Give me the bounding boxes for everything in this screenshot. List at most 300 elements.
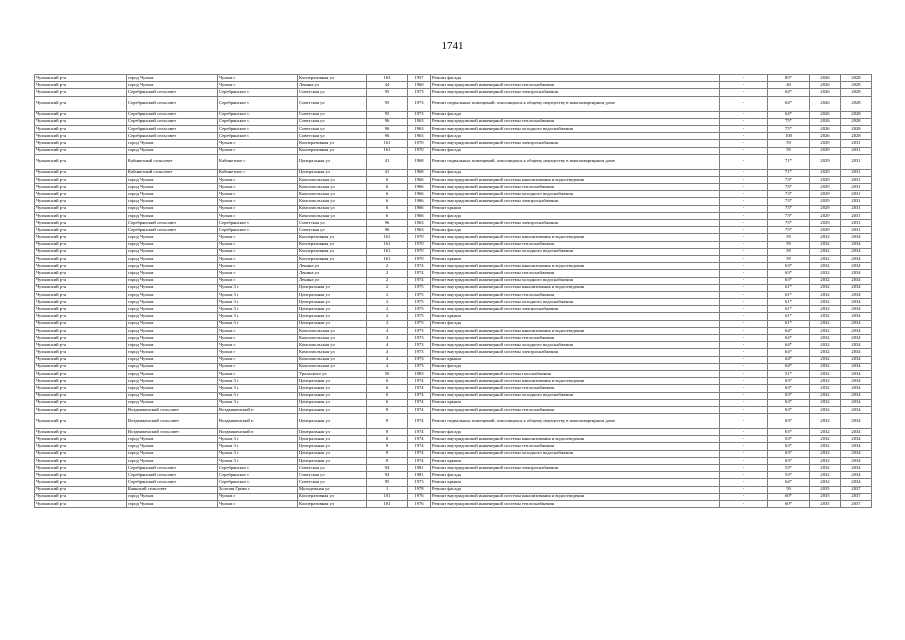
blank-mark-cell: - bbox=[720, 465, 768, 472]
settlement-cell: Золотая Грива с bbox=[218, 486, 298, 493]
blank-mark-cell: - bbox=[720, 118, 768, 125]
table-row bbox=[35, 176, 872, 183]
street-cell: Кооперативная ул bbox=[298, 500, 367, 507]
blank-mark-cell: - bbox=[720, 227, 768, 234]
blank-mark-cell: - bbox=[720, 140, 768, 147]
settlement-cell: Чулым 3 г bbox=[218, 320, 298, 327]
municipality-cell: город Чулым bbox=[127, 500, 218, 507]
street-cell: Советская ул bbox=[298, 96, 367, 111]
period-end-cell: 2034 bbox=[841, 234, 872, 241]
wear-percent-cell: 75* bbox=[768, 125, 810, 132]
work-type-cell: Ремонт крыши bbox=[431, 479, 720, 486]
build-year-cell: 1970 bbox=[408, 241, 431, 248]
build-year-cell: 1963 bbox=[408, 227, 431, 234]
house-number-cell: 8 bbox=[367, 457, 408, 464]
municipality-cell: Серебрянский сельсовет bbox=[127, 89, 218, 96]
period-end-cell: 2034 bbox=[841, 284, 872, 291]
street-cell: Советская ул bbox=[298, 118, 367, 125]
build-year-cell: 1970 bbox=[408, 234, 431, 241]
house-number-cell: 8 bbox=[367, 406, 408, 413]
build-year-cell: 1966 bbox=[408, 198, 431, 205]
blank-mark-cell: - bbox=[720, 392, 768, 399]
table-row bbox=[35, 255, 872, 262]
table-row bbox=[35, 486, 872, 493]
table-row bbox=[35, 154, 872, 169]
period-start-cell: 2032 bbox=[810, 392, 841, 399]
work-type-cell: Ремонт внутридомовой инженерной системы холодного водоснабжения bbox=[431, 392, 720, 399]
period-end-cell: 2034 bbox=[841, 327, 872, 334]
settlement-cell: Серебрянское с bbox=[218, 125, 298, 132]
wear-percent-cell: 63* bbox=[768, 263, 810, 270]
period-start-cell: 2026 bbox=[810, 82, 841, 89]
period-end-cell: 2034 bbox=[841, 342, 872, 349]
settlement-cell: Чулым г bbox=[218, 493, 298, 500]
wear-percent-cell: 63* bbox=[768, 399, 810, 406]
municipality-cell: город Чулым bbox=[127, 363, 218, 370]
period-end-cell: 2034 bbox=[841, 429, 872, 436]
blank-mark-cell: - bbox=[720, 306, 768, 313]
build-year-cell: 1976 bbox=[408, 500, 431, 507]
period-start-cell: 2032 bbox=[810, 378, 841, 385]
district-cell: Чулымский р-н bbox=[35, 212, 127, 219]
municipality-cell: город Чулым bbox=[127, 191, 218, 198]
street-cell: Уральского ул bbox=[298, 370, 367, 377]
blank-mark-cell: - bbox=[720, 414, 768, 429]
work-type-cell: Ремонт фасада bbox=[431, 429, 720, 436]
wear-percent-cell: 73* bbox=[768, 212, 810, 219]
work-type-cell: Ремонт внутридомовой инженерной системы теплоснабжения bbox=[431, 270, 720, 277]
house-number-cell: 96 bbox=[367, 227, 408, 234]
house-number-cell: 161 bbox=[367, 248, 408, 255]
settlement-cell: Чулым г bbox=[218, 248, 298, 255]
house-number-cell: 163 bbox=[367, 75, 408, 82]
street-cell: Советская ул bbox=[298, 89, 367, 96]
wear-percent-cell: 59 bbox=[768, 486, 810, 493]
wear-percent-cell: 75* bbox=[768, 227, 810, 234]
wear-percent-cell: 63* bbox=[768, 277, 810, 284]
build-year-cell: 1974 bbox=[408, 392, 431, 399]
period-end-cell: 2031 bbox=[841, 212, 872, 219]
period-start-cell: 2032 bbox=[810, 465, 841, 472]
wear-percent-cell: 71* bbox=[768, 154, 810, 169]
municipality-cell: город Чулым bbox=[127, 385, 218, 392]
blank-mark-cell: - bbox=[720, 241, 768, 248]
wear-percent-cell: 71* bbox=[768, 169, 810, 176]
blank-mark-cell: - bbox=[720, 255, 768, 262]
blank-mark-cell: - bbox=[720, 436, 768, 443]
period-start-cell: 2032 bbox=[810, 241, 841, 248]
house-number-cell: 96 bbox=[367, 133, 408, 140]
municipality-cell: город Чулым bbox=[127, 392, 218, 399]
street-cell: Центральная ул bbox=[298, 378, 367, 385]
district-cell: Чулымский р-н bbox=[35, 270, 127, 277]
period-end-cell: 2037 bbox=[841, 500, 872, 507]
period-end-cell: 2034 bbox=[841, 465, 872, 472]
period-start-cell: 2026 bbox=[810, 111, 841, 118]
blank-mark-cell: - bbox=[720, 82, 768, 89]
period-start-cell: 2032 bbox=[810, 414, 841, 429]
blank-mark-cell: - bbox=[720, 154, 768, 169]
period-start-cell: 2032 bbox=[810, 443, 841, 450]
district-cell: Чулымский р-н bbox=[35, 299, 127, 306]
period-start-cell: 2029 bbox=[810, 147, 841, 154]
page-number: 1741 bbox=[441, 40, 464, 52]
street-cell: Кооперативная ул bbox=[298, 140, 367, 147]
municipality-cell: город Чулым bbox=[127, 450, 218, 457]
district-cell: Чулымский р-н bbox=[35, 111, 127, 118]
work-type-cell: Ремонт внутридомовой инженерной системы холодного водоснабжения bbox=[431, 342, 720, 349]
period-end-cell: 2028 bbox=[841, 133, 872, 140]
municipality-cell: город Чулым bbox=[127, 370, 218, 377]
build-year-cell: 1973 bbox=[408, 342, 431, 349]
blank-mark-cell: - bbox=[720, 284, 768, 291]
blank-mark-cell: - bbox=[720, 198, 768, 205]
period-end-cell: 2034 bbox=[841, 414, 872, 429]
house-number-cell: 41 bbox=[367, 169, 408, 176]
district-cell: Чулымский р-н bbox=[35, 176, 127, 183]
municipality-cell: город Чулым bbox=[127, 335, 218, 342]
period-start-cell: 2026 bbox=[810, 133, 841, 140]
house-number-cell: 96 bbox=[367, 125, 408, 132]
street-cell: Советская ул bbox=[298, 133, 367, 140]
wear-percent-cell: 51* bbox=[768, 370, 810, 377]
table-row bbox=[35, 392, 872, 399]
wear-percent-cell: 53* bbox=[768, 465, 810, 472]
district-cell: Чулымский р-н bbox=[35, 429, 127, 436]
blank-mark-cell: - bbox=[720, 349, 768, 356]
work-type-cell: Ремонт фасада bbox=[431, 147, 720, 154]
period-end-cell: 2037 bbox=[841, 486, 872, 493]
work-type-cell: Ремонт внутридомовой инженерной системы холодного водоснабжения bbox=[431, 277, 720, 284]
blank-mark-cell: - bbox=[720, 125, 768, 132]
district-cell: Чулымский р-н bbox=[35, 220, 127, 227]
house-number-cell: 95 bbox=[367, 96, 408, 111]
settlement-cell: Чулым г bbox=[218, 75, 298, 82]
build-year-cell: 1966 bbox=[408, 176, 431, 183]
street-cell: Ленина ул bbox=[298, 263, 367, 270]
build-year-cell: 1975 bbox=[408, 320, 431, 327]
street-cell: Центральная ул bbox=[298, 443, 367, 450]
blank-mark-cell: - bbox=[720, 363, 768, 370]
settlement-cell: Чулым 3 г bbox=[218, 378, 298, 385]
work-type-cell: Ремонт внутридомовой инженерной системы электроснабжения bbox=[431, 198, 720, 205]
blank-mark-cell: - bbox=[720, 169, 768, 176]
table-row bbox=[35, 436, 872, 443]
build-year-cell: 1974 bbox=[408, 457, 431, 464]
period-start-cell: 2032 bbox=[810, 263, 841, 270]
build-year-cell: 1973 bbox=[408, 363, 431, 370]
blank-mark-cell: - bbox=[720, 147, 768, 154]
settlement-cell: Чулым г bbox=[218, 335, 298, 342]
street-cell: Центральная ул bbox=[298, 385, 367, 392]
table-row bbox=[35, 191, 872, 198]
table-row bbox=[35, 500, 872, 507]
build-year-cell: 1963 bbox=[408, 220, 431, 227]
blank-mark-cell: - bbox=[720, 248, 768, 255]
table-row bbox=[35, 291, 872, 298]
work-type-cell: Ремонт крыши bbox=[431, 205, 720, 212]
period-start-cell: 2032 bbox=[810, 406, 841, 413]
table-row bbox=[35, 111, 872, 118]
blank-mark-cell: - bbox=[720, 450, 768, 457]
street-cell: Кооперативная ул bbox=[298, 255, 367, 262]
period-start-cell: 2032 bbox=[810, 342, 841, 349]
wear-percent-cell: 40 bbox=[768, 82, 810, 89]
municipality-cell: Серебрянский сельсовет bbox=[127, 472, 218, 479]
wear-percent-cell: 63* bbox=[768, 414, 810, 429]
work-type-cell: Ремонт внутридомовой инженерной системы теплоснабжения bbox=[431, 184, 720, 191]
settlement-cell: Чулым 3 г bbox=[218, 436, 298, 443]
district-cell: Чулымский р-н bbox=[35, 234, 127, 241]
blank-mark-cell: - bbox=[720, 370, 768, 377]
period-end-cell: 2028 bbox=[841, 96, 872, 111]
street-cell: Центральная ул bbox=[298, 154, 367, 169]
municipality-cell: город Чулым bbox=[127, 284, 218, 291]
district-cell: Чулымский р-н bbox=[35, 486, 127, 493]
street-cell: Центральная ул bbox=[298, 299, 367, 306]
table-row bbox=[35, 457, 872, 464]
work-type-cell: Ремонт фасада bbox=[431, 169, 720, 176]
settlement-cell: Воздвиженский п bbox=[218, 406, 298, 413]
period-end-cell: 2031 bbox=[841, 140, 872, 147]
street-cell: Комсомольская ул bbox=[298, 327, 367, 334]
settlement-cell: Чулым г bbox=[218, 370, 298, 377]
district-cell: Чулымский р-н bbox=[35, 147, 127, 154]
wear-percent-cell: 75* bbox=[768, 220, 810, 227]
street-cell: Кооперативная ул bbox=[298, 234, 367, 241]
house-number-cell: 2 bbox=[367, 306, 408, 313]
settlement-cell: Чулым 3 г bbox=[218, 291, 298, 298]
street-cell: Советская ул bbox=[298, 220, 367, 227]
blank-mark-cell: - bbox=[720, 205, 768, 212]
period-end-cell: 2034 bbox=[841, 313, 872, 320]
settlement-cell: Чулым г bbox=[218, 176, 298, 183]
house-number-cell: 8 bbox=[367, 443, 408, 450]
wear-percent-cell: 63* bbox=[768, 392, 810, 399]
period-end-cell: 2031 bbox=[841, 176, 872, 183]
table-row bbox=[35, 234, 872, 241]
period-end-cell: 2028 bbox=[841, 75, 872, 82]
house-number-cell: 4 bbox=[367, 356, 408, 363]
municipality-cell: город Чулым bbox=[127, 241, 218, 248]
district-cell: Чулымский р-н bbox=[35, 472, 127, 479]
street-cell: Центральная ул bbox=[298, 306, 367, 313]
wear-percent-cell: 85* bbox=[768, 75, 810, 82]
district-cell: Чулымский р-н bbox=[35, 184, 127, 191]
period-end-cell: 2031 bbox=[841, 205, 872, 212]
street-cell: Центральная ул bbox=[298, 406, 367, 413]
table-row bbox=[35, 385, 872, 392]
municipality-cell: Воздвиженский сельсовет bbox=[127, 429, 218, 436]
house-number-cell: 4 bbox=[367, 335, 408, 342]
wear-percent-cell: 59 bbox=[768, 234, 810, 241]
build-year-cell: 1975 bbox=[408, 291, 431, 298]
settlement-cell: Чулым 3 г bbox=[218, 299, 298, 306]
settlement-cell: Чулым г bbox=[218, 356, 298, 363]
work-type-cell: Ремонт внутридомовой инженерной системы теплоснабжения bbox=[431, 385, 720, 392]
period-end-cell: 2034 bbox=[841, 241, 872, 248]
municipality-cell: Серебрянский сельсовет bbox=[127, 96, 218, 111]
wear-percent-cell: 75* bbox=[768, 118, 810, 125]
blank-mark-cell: - bbox=[720, 457, 768, 464]
period-start-cell: 2026 bbox=[810, 125, 841, 132]
blank-mark-cell: - bbox=[720, 263, 768, 270]
district-cell: Чулымский р-н bbox=[35, 248, 127, 255]
municipality-cell: Воздвиженский сельсовет bbox=[127, 406, 218, 413]
settlement-cell: Чулым г bbox=[218, 212, 298, 219]
district-cell: Чулымский р-н bbox=[35, 392, 127, 399]
settlement-cell: Серебрянское с bbox=[218, 111, 298, 118]
district-cell: Чулымский р-н bbox=[35, 479, 127, 486]
period-start-cell: 2032 bbox=[810, 270, 841, 277]
municipality-cell: Серебрянский сельсовет bbox=[127, 479, 218, 486]
work-type-cell: Ремонт внутридомовой инженерной системы канализования и водоотведения bbox=[431, 327, 720, 334]
period-end-cell: 2034 bbox=[841, 291, 872, 298]
work-type-cell: Ремонт фасада bbox=[431, 472, 720, 479]
municipality-cell: Серебрянский сельсовет bbox=[127, 125, 218, 132]
build-year-cell: 1973 bbox=[408, 349, 431, 356]
build-year-cell: 1974 bbox=[408, 263, 431, 270]
street-cell: Советская ул bbox=[298, 472, 367, 479]
district-cell: Чулымский р-н bbox=[35, 363, 127, 370]
period-start-cell: 2032 bbox=[810, 335, 841, 342]
build-year-cell: 1975 bbox=[408, 284, 431, 291]
house-number-cell: 96 bbox=[367, 118, 408, 125]
settlement-cell: Чулым г bbox=[218, 234, 298, 241]
house-number-cell: 96 bbox=[367, 220, 408, 227]
wear-percent-cell: 64* bbox=[768, 349, 810, 356]
settlement-cell: Чулым г bbox=[218, 270, 298, 277]
district-cell: Чулымский р-н bbox=[35, 493, 127, 500]
table-row bbox=[35, 205, 872, 212]
period-end-cell: 2034 bbox=[841, 277, 872, 284]
period-start-cell: 2032 bbox=[810, 349, 841, 356]
district-cell: Чулымский р-н bbox=[35, 255, 127, 262]
district-cell: Чулымский р-н bbox=[35, 191, 127, 198]
work-type-cell: Ремонт фасада bbox=[431, 363, 720, 370]
wear-percent-cell: 63* bbox=[768, 450, 810, 457]
settlement-cell: Чулым 3 г bbox=[218, 392, 298, 399]
district-cell: Чулымский р-н bbox=[35, 414, 127, 429]
house-number-cell: 6 bbox=[367, 205, 408, 212]
build-year-cell: 1974 bbox=[408, 270, 431, 277]
blank-mark-cell: - bbox=[720, 500, 768, 507]
municipality-cell: город Чулым bbox=[127, 306, 218, 313]
table-row bbox=[35, 370, 872, 377]
table-row bbox=[35, 356, 872, 363]
municipality-cell: город Чулым bbox=[127, 234, 218, 241]
build-year-cell: 1974 bbox=[408, 429, 431, 436]
street-cell: Центральная ул bbox=[298, 399, 367, 406]
wear-percent-cell: 100 bbox=[768, 133, 810, 140]
build-year-cell: 1966 bbox=[408, 212, 431, 219]
street-cell: Комсомольская ул bbox=[298, 176, 367, 183]
settlement-cell: Чулым 3 г bbox=[218, 443, 298, 450]
blank-mark-cell: - bbox=[720, 133, 768, 140]
table-row bbox=[35, 212, 872, 219]
work-type-cell: Ремонт внутридомовой инженерной системы теплоснабжения bbox=[431, 241, 720, 248]
period-end-cell: 2031 bbox=[841, 220, 872, 227]
district-cell: Чулымский р-н bbox=[35, 277, 127, 284]
work-type-cell: Ремонт фасада bbox=[431, 320, 720, 327]
work-type-cell: Ремонт внутридомовой инженерной системы электроснабжения bbox=[431, 306, 720, 313]
work-type-cell: Ремонт внутридомовой инженерной системы теплоснабжения bbox=[431, 82, 720, 89]
period-end-cell: 2028 bbox=[841, 118, 872, 125]
period-end-cell: 2034 bbox=[841, 248, 872, 255]
period-start-cell: 2032 bbox=[810, 299, 841, 306]
period-start-cell: 2032 bbox=[810, 472, 841, 479]
municipality-cell: город Чулым bbox=[127, 82, 218, 89]
house-number-cell: 1 bbox=[367, 486, 408, 493]
table-row bbox=[35, 184, 872, 191]
blank-mark-cell: - bbox=[720, 191, 768, 198]
period-start-cell: 2029 bbox=[810, 198, 841, 205]
settlement-cell: Серебрянское с bbox=[218, 96, 298, 111]
period-end-cell: 2034 bbox=[841, 320, 872, 327]
blank-mark-cell: - bbox=[720, 335, 768, 342]
municipality-cell: город Чулым bbox=[127, 198, 218, 205]
wear-percent-cell: 61* bbox=[768, 320, 810, 327]
period-end-cell: 2034 bbox=[841, 263, 872, 270]
work-type-cell: Ремонт крыши bbox=[431, 255, 720, 262]
build-year-cell: 1974 bbox=[408, 277, 431, 284]
wear-percent-cell: 73* bbox=[768, 198, 810, 205]
period-start-cell: 2029 bbox=[810, 220, 841, 227]
settlement-cell: Чулым 3 г bbox=[218, 313, 298, 320]
district-cell: Чулымский р-н bbox=[35, 457, 127, 464]
house-number-cell: 2 bbox=[367, 313, 408, 320]
build-year-cell: 1960 bbox=[408, 82, 431, 89]
table-row bbox=[35, 241, 872, 248]
house-number-cell: 6 bbox=[367, 392, 408, 399]
settlement-cell: Чулым 3 г bbox=[218, 284, 298, 291]
wear-percent-cell: 64* bbox=[768, 342, 810, 349]
table-row bbox=[35, 399, 872, 406]
build-year-cell: 1981 bbox=[408, 472, 431, 479]
period-end-cell: 2037 bbox=[841, 493, 872, 500]
wear-percent-cell: 73* bbox=[768, 176, 810, 183]
house-number-cell: 6 bbox=[367, 198, 408, 205]
street-cell: Советская ул bbox=[298, 125, 367, 132]
period-start-cell: 2032 bbox=[810, 370, 841, 377]
table-row bbox=[35, 327, 872, 334]
build-year-cell: 1974 bbox=[408, 450, 431, 457]
municipality-cell: город Чулым bbox=[127, 255, 218, 262]
district-cell: Чулымский р-н bbox=[35, 500, 127, 507]
period-end-cell: 2028 bbox=[841, 82, 872, 89]
table-row bbox=[35, 299, 872, 306]
period-end-cell: 2034 bbox=[841, 406, 872, 413]
work-type-cell: Ремонт внутридомовой инженерной системы электроснабжения bbox=[431, 465, 720, 472]
table-row bbox=[35, 429, 872, 436]
district-cell: Чулымский р-н bbox=[35, 313, 127, 320]
period-end-cell: 2034 bbox=[841, 450, 872, 457]
table-row bbox=[35, 493, 872, 500]
wear-percent-cell: 61* bbox=[768, 291, 810, 298]
street-cell: Центральная ул bbox=[298, 450, 367, 457]
street-cell: Ленина ул bbox=[298, 82, 367, 89]
municipality-cell: Серебрянский сельсовет bbox=[127, 111, 218, 118]
wear-percent-cell: 63* bbox=[768, 429, 810, 436]
wear-percent-cell: 63* bbox=[768, 443, 810, 450]
work-type-cell: Ремонт фасада bbox=[431, 227, 720, 234]
house-number-cell: 95 bbox=[367, 479, 408, 486]
municipality-cell: Серебрянский сельсовет bbox=[127, 465, 218, 472]
street-cell: Комсомольская ул bbox=[298, 349, 367, 356]
period-end-cell: 2031 bbox=[841, 191, 872, 198]
settlement-cell: Чулым г bbox=[218, 82, 298, 89]
build-year-cell: 1968 bbox=[408, 169, 431, 176]
